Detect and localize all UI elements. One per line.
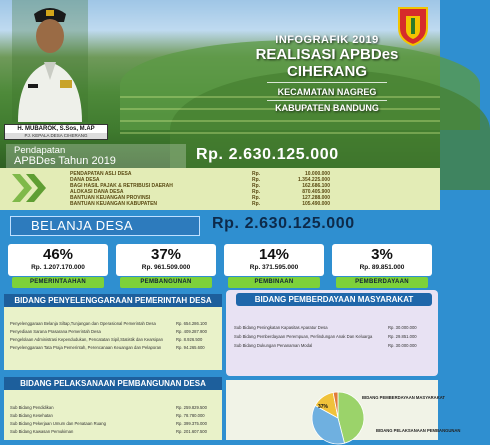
item-value: Rp. 654.286.100 bbox=[176, 321, 207, 326]
pemberdayaan-title: BIDANG PEMBERDAYAAN MASYARAKAT bbox=[236, 293, 432, 306]
pendapatan-row-currency: Rp. bbox=[252, 171, 261, 177]
pie-slice-label: 37% bbox=[318, 404, 329, 410]
item-value: Rp. 30.000.000 bbox=[388, 325, 417, 330]
stat-box bbox=[224, 244, 324, 276]
person-title: PJ. KEPALA DESA CIHERANG bbox=[5, 133, 107, 139]
item-value: Rp. 30.000.000 bbox=[388, 343, 417, 348]
pendapatan-row-currency: Rp. bbox=[252, 189, 261, 195]
list-item bbox=[10, 420, 216, 427]
terrace-line bbox=[120, 132, 440, 134]
item-value: Rp. 201.607.500 bbox=[176, 429, 207, 434]
stat-box bbox=[332, 244, 432, 276]
pendapatan-row-currency: Rp. bbox=[252, 201, 261, 207]
list-item bbox=[234, 342, 430, 349]
item-label: Sub Bidang Pekerjaan Umum dan Penataan Ruang bbox=[10, 421, 106, 426]
person-nameplate bbox=[4, 124, 108, 140]
belanja-header bbox=[0, 212, 440, 240]
list-item bbox=[10, 336, 216, 343]
item-value: Rp. 29.851.000 bbox=[388, 334, 417, 339]
item-value: Rp. 399.375.000 bbox=[176, 421, 207, 426]
stat-percent: 46% bbox=[42, 246, 74, 263]
stat-name: PEMBANGUNAN bbox=[120, 277, 212, 288]
title-divider bbox=[267, 82, 387, 83]
pendapatan-row-value: 105.490.000 bbox=[302, 201, 330, 207]
official-portrait bbox=[12, 0, 88, 122]
stat-value: Rp. 89.851.000 bbox=[359, 264, 405, 271]
header-banner bbox=[0, 0, 440, 168]
item-label: Pengelolaan Administrasi Kependudukan, Pencatatan Sipil,Statistik dan Kearsipan bbox=[10, 337, 163, 342]
infografik-label: INFOGRAFIK 2019 bbox=[275, 34, 379, 46]
stat-card-pemerintahan bbox=[8, 244, 108, 290]
item-value: Rp. 409.287.900 bbox=[176, 329, 207, 334]
terrace-line bbox=[120, 120, 440, 122]
list-item bbox=[10, 320, 216, 327]
pendapatan-label-line2: APBDes Tahun 2019 bbox=[14, 155, 116, 167]
pendapatan-list bbox=[0, 168, 440, 210]
list-item bbox=[10, 344, 216, 351]
belanja-total: Rp. 2.630.125.000 bbox=[212, 215, 355, 232]
stat-value: Rp. 961.509.000 bbox=[141, 264, 191, 271]
pendapatan-row-value: 1.354.225.000 bbox=[298, 177, 330, 183]
stat-value: Rp. 1.207.170.000 bbox=[31, 264, 85, 271]
list-item bbox=[234, 333, 430, 340]
pendapatan-row-label: BANTUAN KEUANGAN KABUPATEN bbox=[70, 201, 158, 207]
stat-value: Rp. 371.595.000 bbox=[249, 264, 299, 271]
stat-card-pemberdayaan bbox=[332, 244, 432, 290]
pendapatan-row-label: BANTUAN KEUANGAN PROVINSI bbox=[70, 195, 151, 201]
item-label: Penyelenggaraan Belanja Siltap,Tunjangan dan Operasional Pemerintah Desa bbox=[10, 321, 156, 326]
item-value: Rp. 78.780.000 bbox=[176, 413, 205, 418]
pendapatan-row-value: 870.405.900 bbox=[302, 189, 330, 195]
pie-legend-item: BIDANG PEMBERDAYAAN MASYARAKAT bbox=[362, 395, 445, 400]
stat-percent: 14% bbox=[258, 246, 290, 263]
pendapatan-row-label: DANA DESA bbox=[70, 177, 100, 183]
stat-card-pembinaan bbox=[224, 244, 324, 290]
item-value: Rp. 259.829.500 bbox=[176, 405, 207, 410]
pendapatan-label bbox=[6, 144, 186, 168]
kabupaten-label: KABUPATEN BANDUNG bbox=[275, 103, 379, 113]
chevron-decoration-icon bbox=[10, 170, 50, 206]
item-label: Penyelenggaraan Tata Praja Pemerintah, Perencanaan Keuangan dan Pelaporan bbox=[10, 345, 162, 350]
stat-box bbox=[8, 244, 108, 276]
list-item bbox=[234, 324, 430, 331]
pie-legend-item: BIDANG PELAKSANAAN PEMBANGUNAN bbox=[376, 428, 461, 433]
item-value: Rp. 8.926.500 bbox=[176, 337, 203, 342]
belanja-label: BELANJA DESA bbox=[10, 216, 200, 236]
item-label: Sub Bidang Kesehatan bbox=[10, 413, 53, 418]
item-label: Sub Bidang Dukungan Penanaman Modal bbox=[234, 343, 313, 348]
stat-name: PEMBERDAYAAN bbox=[336, 277, 428, 288]
stat-box bbox=[116, 244, 216, 276]
pendapatan-row-label: PENDAPATAN ASLI DESA bbox=[70, 171, 132, 177]
item-label: Penyediaan Sarana Prasarana Pemerintah Desa bbox=[10, 329, 101, 334]
title-line-2: CIHERANG bbox=[286, 63, 367, 80]
person-name: H. MUBAROK, S.Sos, M.AP bbox=[17, 126, 95, 132]
pendapatan-row-label: BAGI HASIL PAJAK & RETRIBUSI DAERAH bbox=[70, 183, 173, 189]
pendapatan-row-currency: Rp. bbox=[252, 177, 261, 183]
item-label: Sub Bidang Pendidikan bbox=[10, 405, 54, 410]
stat-name: PEMBINAAN bbox=[228, 277, 320, 288]
item-value: Rp. 94.265.600 bbox=[176, 345, 205, 350]
pendapatan-row-value: 127.288.000 bbox=[302, 195, 330, 201]
item-label: Sub Bidang Peningkatan Kapasitas Aparatur Desa bbox=[234, 325, 328, 330]
penyelenggaraan-panel bbox=[4, 302, 222, 370]
title-line-1: REALISASI APBDes bbox=[255, 46, 399, 63]
pendapatan-row-label: ALOKASI DANA DESA bbox=[70, 189, 124, 195]
pendapatan-row-value: 10.000.000 bbox=[304, 171, 330, 177]
stat-card-pembangunan bbox=[116, 244, 216, 290]
pendapatan-row-currency: Rp. bbox=[252, 183, 261, 189]
penyelenggaraan-title: BIDANG PENYELENGGARAAN PEMERINTAH DESA bbox=[4, 294, 222, 307]
list-item bbox=[10, 428, 216, 435]
title-divider bbox=[267, 100, 387, 101]
belanja-pie-panel bbox=[226, 380, 461, 440]
list-item bbox=[10, 328, 216, 335]
pendapatan-row bbox=[8, 201, 432, 207]
stat-percent: 37% bbox=[150, 246, 182, 263]
pelaksanaan-title: BIDANG PELAKSANAAN PEMBANGUNAN DESA bbox=[4, 377, 222, 390]
pendapatan-total: Rp. 2.630.125.000 bbox=[196, 146, 339, 163]
pendapatan-row-value: 162.686.100 bbox=[302, 183, 330, 189]
pendapatan-header bbox=[0, 144, 440, 168]
list-item bbox=[10, 412, 216, 419]
stat-percent: 3% bbox=[371, 246, 393, 263]
title-block bbox=[232, 34, 422, 114]
pelaksanaan-panel bbox=[4, 388, 222, 440]
stat-name: PEMERINTAAHAN bbox=[12, 277, 104, 288]
item-label: Sub Bidang Kawasan Pemukiman bbox=[10, 429, 74, 434]
item-label: Sub Bidang Pemberdayaan Perempuan, Perlindungan Anak Dan Keluarga bbox=[234, 334, 373, 339]
kecamatan-label: KECAMATAN NAGREG bbox=[277, 87, 377, 97]
list-item bbox=[10, 404, 216, 411]
pendapatan-row-currency: Rp. bbox=[252, 195, 261, 201]
pendapatan-label-line1: Pendapatan bbox=[14, 145, 66, 156]
